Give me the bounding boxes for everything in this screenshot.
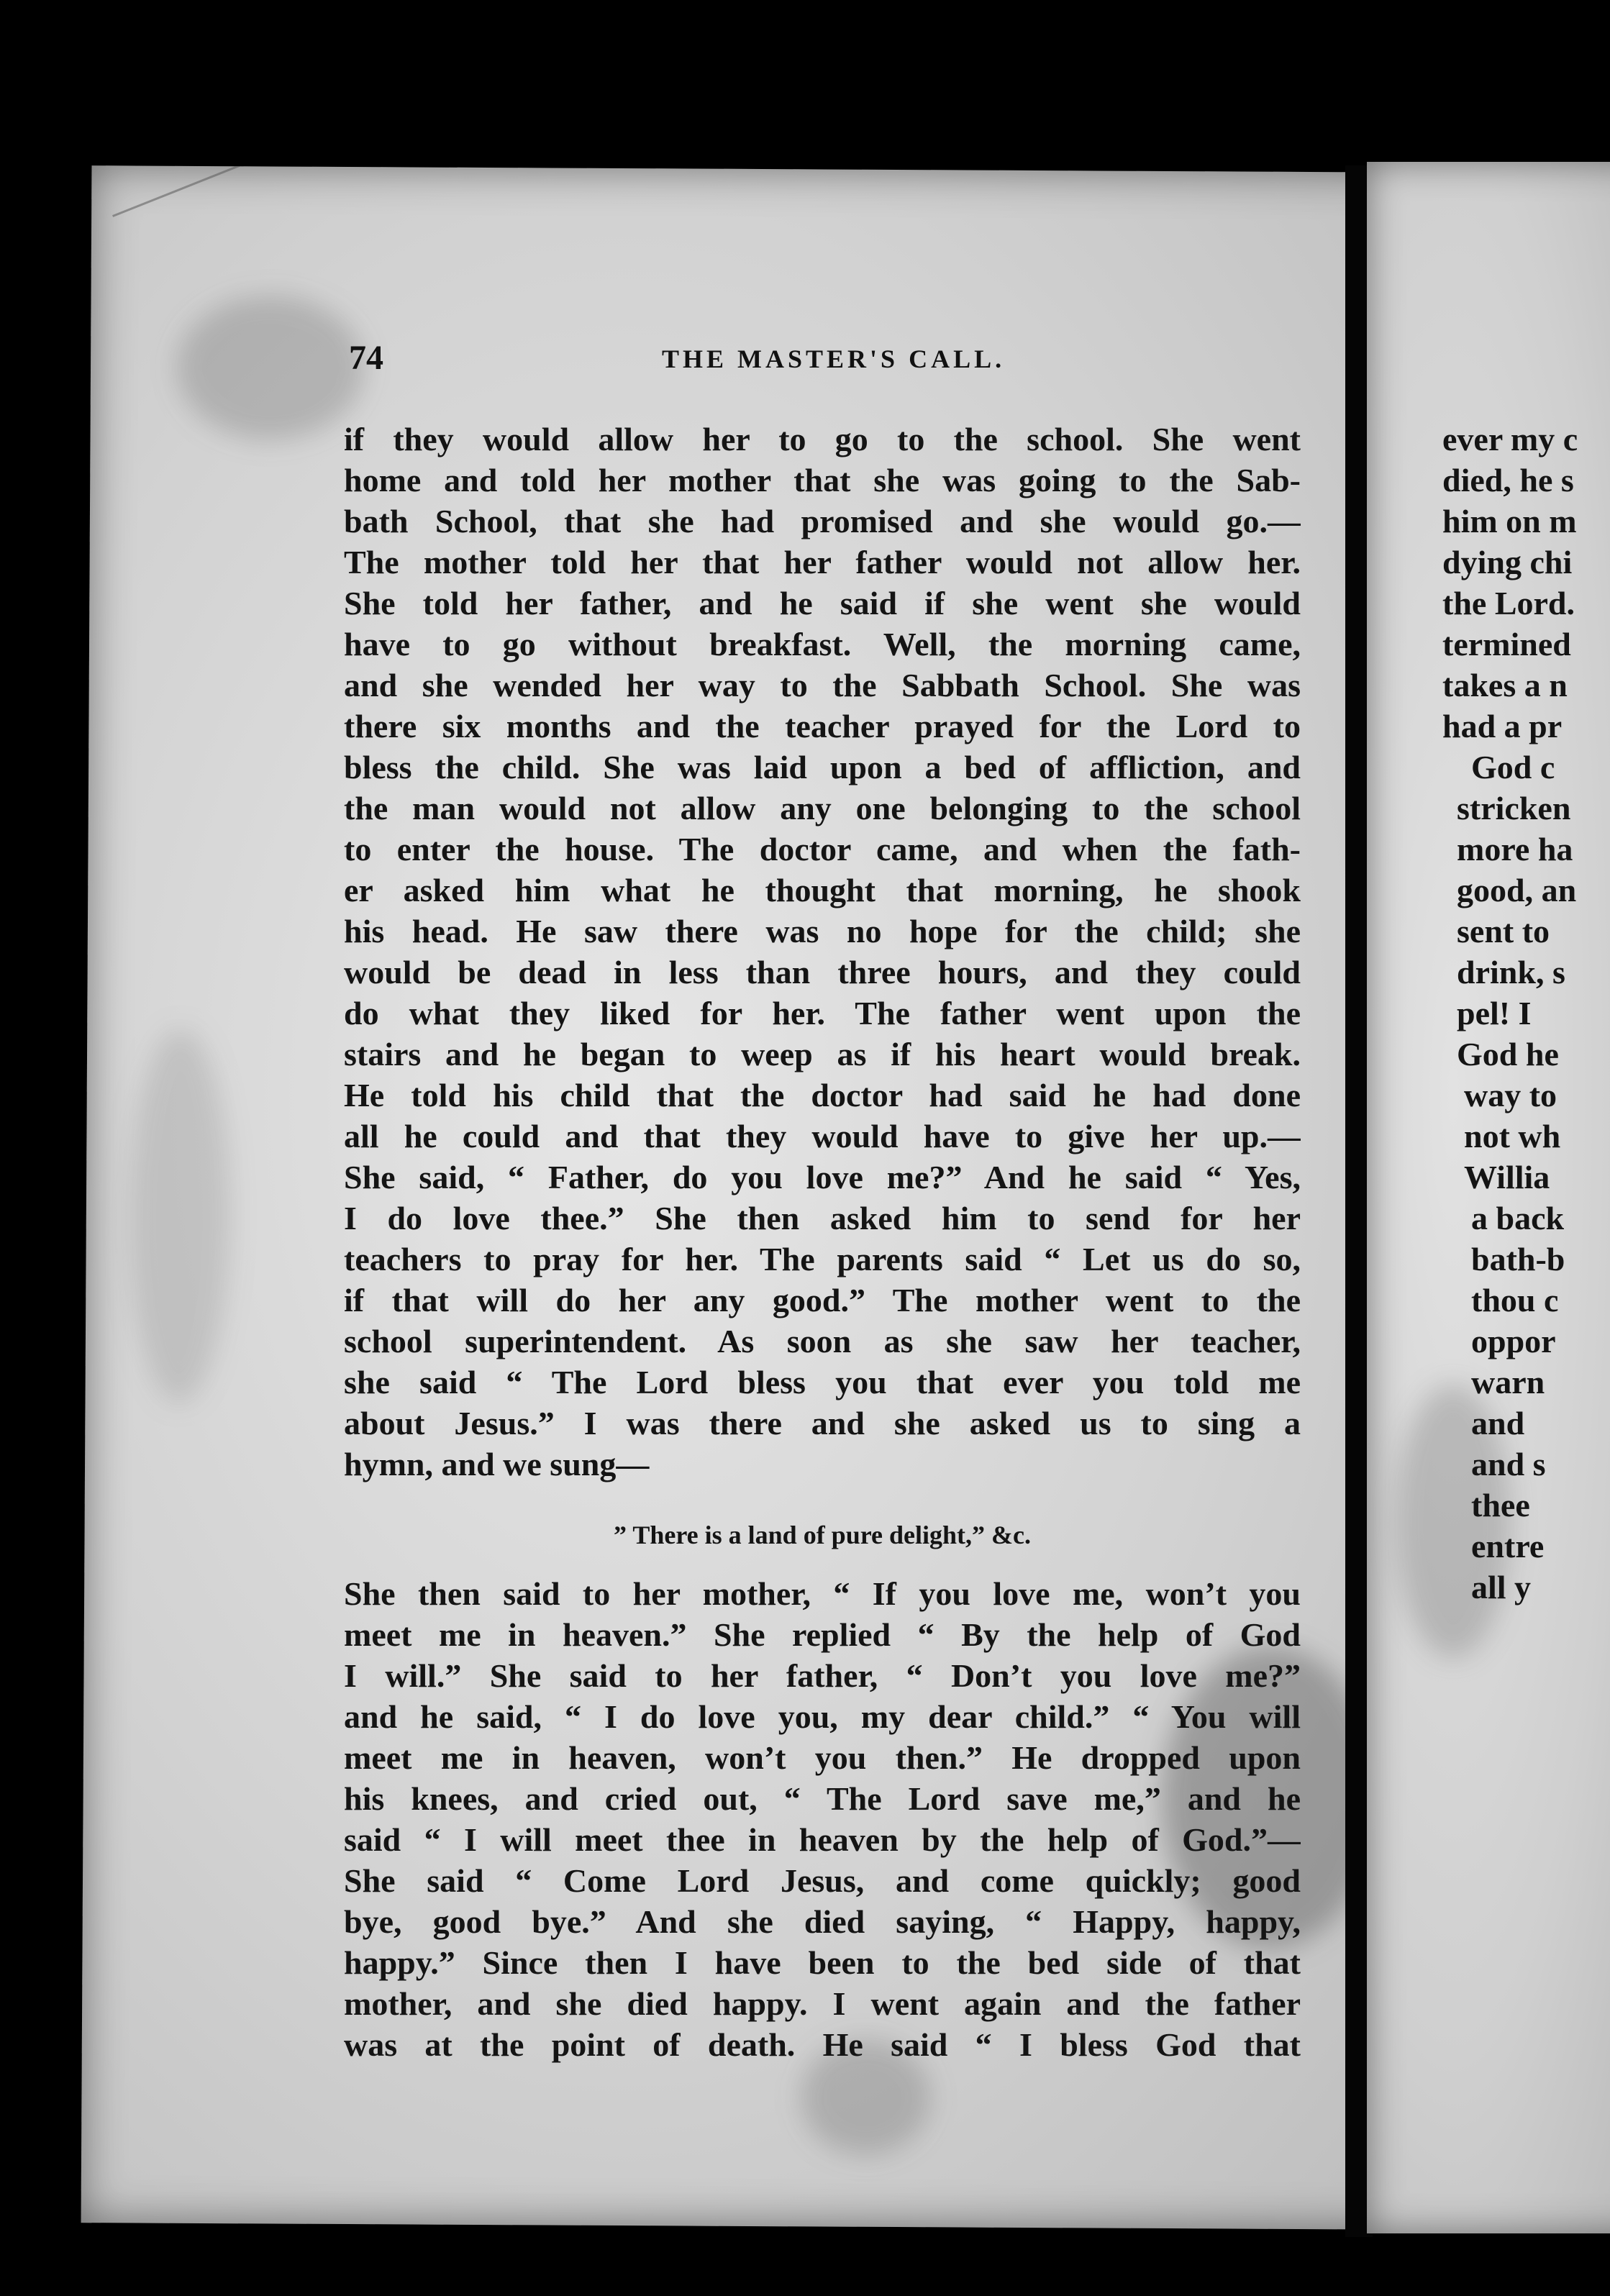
text-line: home and told her mother that she was going to the Sab- <box>344 462 1301 498</box>
text-fragment: thou c <box>1471 1282 1559 1318</box>
text-line: She told her father, and he said if she went she would <box>344 585 1301 621</box>
text-line: He told his child that the doctor had said he had done <box>344 1077 1301 1113</box>
text-fragment: him on m <box>1442 503 1577 539</box>
text-fragment: and <box>1471 1405 1525 1441</box>
text-line: and she wended her way to the Sabbath School. She was <box>344 667 1301 703</box>
text-line: bath School, that she had promised and she would go.— <box>344 503 1301 539</box>
text-line: about Jesus.” I was there and she asked us to sing a <box>344 1405 1301 1441</box>
text-line: happy.” Since then I have been to the bed side of that <box>344 1944 1301 1981</box>
text-line: The mother told her that her father would not allow her. <box>344 544 1301 580</box>
text-line: to enter the house. The doctor came, and when the fath- <box>344 831 1301 867</box>
text-line: She then said to her mother, “ If you love me, won’t you <box>344 1575 1301 1612</box>
text-line: and he said, “ I do love you, my dear child.” “ You will <box>344 1698 1301 1735</box>
text-line: his knees, and cried out, “ The Lord save me,” and he <box>344 1780 1301 1817</box>
text-line: meet me in heaven.” She replied “ By the help of God <box>344 1616 1301 1653</box>
text-line: teachers to pray for her. The parents said “ Let us do so, <box>344 1241 1301 1277</box>
paper-stain <box>177 296 365 440</box>
text-line: do what they liked for her. The father went upon the <box>344 995 1301 1031</box>
text-fragment: all y <box>1471 1569 1532 1605</box>
paper-stain <box>128 1029 231 1403</box>
text-fragment: not wh <box>1464 1118 1561 1154</box>
text-fragment: good, an <box>1457 872 1577 908</box>
text-fragment: died, he s <box>1442 462 1574 498</box>
text-fragment: and s <box>1471 1446 1546 1482</box>
running-head: THE MASTER'S CALL. <box>662 345 1006 373</box>
text-fragment: the Lord. <box>1442 585 1575 621</box>
hymn-title: ” There is a land of pure delight,” &c. <box>613 1521 1032 1549</box>
text-line: the man would not allow any one belonging to the school <box>344 790 1301 826</box>
text-line: She said, “ Father, do you love me?” And he said “ Yes, <box>344 1159 1301 1195</box>
text-fragment: drink, s <box>1457 954 1565 990</box>
text-fragment: pel! I <box>1457 995 1532 1031</box>
text-fragment: had a pr <box>1442 708 1563 744</box>
text-line: if they would allow her to go to the school. She went <box>344 421 1301 457</box>
text-fragment: takes a n <box>1442 667 1568 703</box>
page-header <box>349 338 1299 381</box>
text-fragment: entre <box>1471 1528 1545 1564</box>
text-line: if that will do her any good.” The mother went to the <box>344 1282 1301 1318</box>
text-line: would be dead in less than three hours, and they could <box>344 954 1301 990</box>
text-fragment: dying chi <box>1442 544 1573 580</box>
text-line: er asked him what he thought that morning, he shook <box>344 872 1301 908</box>
text-line: stairs and he began to weep as if his heart would break. <box>344 1036 1301 1072</box>
text-line: bless the child. She was laid upon a bed of affliction, and <box>344 749 1301 785</box>
text-line: was at the point of death. He said “ I bless God that <box>344 2026 1301 2063</box>
text-line: I will.” She said to her father, “ Don’t you love me?” <box>344 1657 1301 1694</box>
text-fragment: bath-b <box>1471 1241 1565 1277</box>
text-fragment: a back <box>1471 1200 1565 1236</box>
text-fragment: way to <box>1464 1077 1557 1113</box>
text-line: I do love thee.” She then asked him to send for her <box>344 1200 1301 1236</box>
text-line: She said “ Come Lord Jesus, and come quickly; good <box>344 1862 1301 1899</box>
text-fragment: oppor <box>1471 1323 1556 1359</box>
text-line: have to go without breakfast. Well, the morning came, <box>344 626 1301 662</box>
text-fragment: termined <box>1442 626 1571 662</box>
text-line: his head. He saw there was no hope for the child; she <box>344 913 1301 949</box>
text-fragment: God he <box>1457 1036 1559 1072</box>
text-fragment: more ha <box>1457 831 1573 867</box>
text-fragment: warn <box>1471 1364 1545 1400</box>
text-fragment: stricken <box>1457 790 1571 826</box>
text-line: all he could and that they would have to give her up.— <box>344 1118 1301 1154</box>
text-line: said “ I will meet thee in heaven by the help of God.”— <box>344 1821 1301 1858</box>
text-line: bye, good bye.” And she died saying, “ Happy, happy, <box>344 1903 1301 1940</box>
text-line: school superintendent. As soon as she saw her teacher, <box>344 1323 1301 1359</box>
text-line: there six months and the teacher prayed for the Lord to <box>344 708 1301 744</box>
page-number: 74 <box>349 339 383 377</box>
text-line: mother, and she died happy. I went again and the father <box>344 1985 1301 2022</box>
text-line: hymn, and we sung— <box>344 1446 650 1482</box>
text-fragment: Willia <box>1464 1159 1550 1195</box>
paper-scratch <box>112 165 287 217</box>
text-line: she said “ The Lord bless you that ever you told me <box>344 1364 1301 1400</box>
text-fragment: ever my c <box>1442 421 1578 457</box>
text-fragment: sent to <box>1457 913 1550 949</box>
text-fragment: God c <box>1471 749 1555 785</box>
text-fragment: thee <box>1471 1487 1530 1523</box>
text-line: meet me in heaven, won’t you then.” He dropped upon <box>344 1739 1301 1776</box>
